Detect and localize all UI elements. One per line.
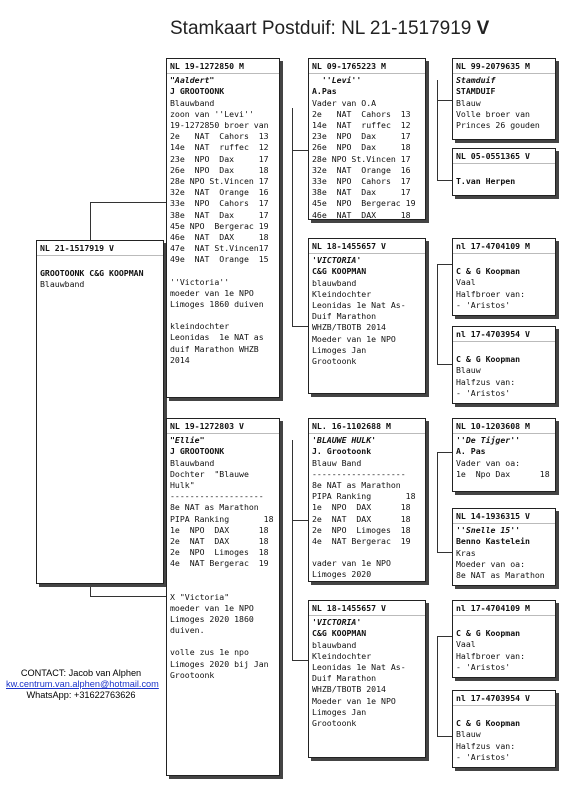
card-line: Duif Marathon (312, 673, 377, 684)
ring-number: NL 14-1936315 V (453, 511, 555, 524)
card-line: WHZB/TBOTB 2014 (312, 684, 386, 695)
card-line (456, 165, 552, 176)
card-line: Moeder van 1e NPO (312, 333, 396, 344)
card-line: Moeder van oa: (456, 558, 526, 569)
card-line: PIPA Ranking 18 (170, 513, 274, 524)
card-line: 2e NAT DAX 18 (312, 513, 411, 524)
card-line: A.Pas (312, 86, 337, 97)
ggm-card-mfm (452, 508, 556, 586)
connector-line (437, 452, 438, 552)
ggm-card-ffm (452, 148, 556, 196)
connector-line (90, 202, 166, 203)
father-card (166, 58, 280, 398)
card-line: PIPA Ranking 18 (312, 491, 416, 502)
card-line: Halfbroer van: (456, 288, 526, 299)
card-line: Halfbroer van: (456, 650, 526, 661)
card-line: 4e NAT Bergerac 19 (170, 558, 269, 569)
ring-number: NL 19-1272803 V (167, 421, 279, 434)
card-line: 2e NPO Limoges 18 (170, 547, 269, 558)
card-line: Vader van oa: (456, 457, 521, 468)
card-line: Benno Kastelein (456, 536, 530, 547)
card-line (456, 617, 552, 628)
card-line: Vaal (456, 277, 476, 288)
card-line: Limoges 2020 (312, 569, 372, 580)
title-sex-mark: V (476, 18, 490, 39)
card-line: C&G KOOPMAN (312, 628, 367, 639)
ring-number: NL 19-1272850 M (167, 61, 279, 74)
card-line: Duif Marathon (312, 311, 377, 322)
connector-line (292, 520, 308, 521)
card-line: 19-1272850 broer van (170, 120, 269, 131)
card-line: 23e NPO Dax 17 (312, 131, 411, 142)
card-line: 28e NPO St.Vincen 17 (170, 176, 269, 187)
card-line (456, 707, 552, 718)
card-line (170, 636, 276, 647)
connector-line (437, 100, 452, 101)
connector-line (292, 440, 293, 660)
card-line: 26e NPO Dax 18 (170, 164, 269, 175)
card-line: 47e NAT St.Vincen17 (170, 243, 269, 254)
card-line: Grootoonk (170, 669, 215, 680)
main-color: Blauwband (40, 279, 85, 290)
card-line: 'VICTORIA' (312, 255, 362, 266)
card-line: 2e NAT Cahors 13 (312, 108, 411, 119)
card-line: 45e NPO Bergerac 19 (312, 198, 416, 209)
card-line: 46e NAT DAX 18 (170, 232, 269, 243)
card-line: Kleindochter (312, 288, 372, 299)
card-line: 33e NPO Cahors 17 (312, 176, 411, 187)
card-line: blauwband (312, 277, 357, 288)
card-line: Limoges 2020 bij Jan (170, 658, 269, 669)
card-line: ''Snelle 15'' (456, 525, 521, 536)
connector-line (437, 264, 452, 265)
card-line: 28e NPO St.Vincen 17 (312, 153, 411, 164)
card-line: - 'Aristos' (456, 387, 511, 398)
card-line: A. Pas (456, 446, 486, 457)
card-line: 4e NAT Bergerac 19 (312, 536, 411, 547)
ring-number: NL 09-1765223 M (309, 61, 425, 74)
card-line: Grootoonk (312, 356, 357, 367)
ring-number: NL. 16-1102688 M (309, 421, 425, 434)
page-title (170, 18, 489, 40)
connector-line (437, 452, 452, 453)
card-line: Blauw Band (312, 457, 362, 468)
paternal-grandfather-card (308, 58, 426, 220)
card-line: blauwband (312, 639, 357, 650)
card-line: ''Victoria'' (170, 276, 230, 287)
connector-line (437, 736, 452, 737)
card-line (170, 310, 276, 321)
card-line: Stamduif (456, 75, 496, 86)
card-line: 1e Npo Dax 18 (456, 468, 550, 479)
card-line: 33e NPO Cahors 17 (170, 198, 269, 209)
card-line: Dochter "Blauwe (170, 468, 249, 479)
card-line (456, 255, 552, 266)
card-line: Hulk" (170, 480, 195, 491)
paternal-grandmother-card (308, 238, 426, 394)
card-line: Princes 26 gouden (456, 120, 540, 131)
card-line: "Aaldert" (170, 75, 215, 86)
card-line: 'VICTORIA' (312, 617, 362, 628)
card-line: Leonidas 1e Nat As- (312, 300, 406, 311)
maternal-grandmother-card (308, 600, 426, 758)
card-line: Limoges 1860 duiven (170, 299, 264, 310)
card-line: moeder van 1e NPO (170, 602, 254, 613)
card-line: C&G KOOPMAN (312, 266, 367, 277)
card-line: 38e NAT Dax 17 (170, 209, 269, 220)
card-line: - 'Aristos' (456, 751, 511, 762)
card-line: Volle broer van (456, 108, 530, 119)
card-line (456, 343, 552, 354)
card-line: 26e NPO Dax 18 (312, 142, 411, 153)
ggf-card-fmf (452, 238, 556, 316)
connector-line (292, 150, 308, 151)
card-line: ''De Tijger'' (456, 435, 521, 446)
card-line: T.van Herpen (456, 176, 516, 187)
connector-line (437, 80, 438, 180)
card-line: Vaal (456, 639, 476, 650)
card-line: Blauw (456, 729, 481, 740)
card-line (312, 547, 422, 558)
card-line: Limoges 2020 1860 (170, 614, 254, 625)
card-line: 38e NAT Dax 17 (312, 187, 411, 198)
card-line: 49e NAT Orange 15 (170, 254, 269, 265)
card-line: 8e NAT as Marathon (170, 502, 259, 513)
contact-block (6, 668, 159, 701)
card-line: 32e NAT Orange 16 (312, 164, 411, 175)
title-text: Stamkaart Postduif: NL 21-1517919 (170, 18, 472, 39)
card-line: 8e NAT as Marathon (312, 480, 401, 491)
connector-line (90, 596, 166, 597)
card-line: Blauw (456, 365, 481, 376)
card-line: volle zus 1e npo (170, 647, 249, 658)
ring-number: nl 17-4704109 M (453, 241, 555, 254)
card-line: duif Marathon WHZB (170, 343, 259, 354)
card-line: X "Victoria" (170, 591, 230, 602)
card-line (170, 570, 276, 581)
card-line: Leonidas 1e Nat As- (312, 662, 406, 673)
card-line: Limoges Jan (312, 706, 367, 717)
card-line: WHZB/TBOTB 2014 (312, 322, 386, 333)
card-line: Blauwband (170, 457, 215, 468)
card-line: 14e NAT ruffec 12 (312, 120, 411, 131)
contact-email-link[interactable]: kw.centrum.van.alphen@hotmail.com (6, 679, 159, 689)
card-line: 32e NAT Orange 16 (170, 187, 269, 198)
card-line: Halfzus van: (456, 740, 516, 751)
card-line: 1e NPO DAX 18 (170, 524, 269, 535)
connector-line (437, 264, 438, 364)
ggm-card-mmm (452, 690, 556, 768)
card-line: J GROOTOONK (170, 86, 225, 97)
ggf-card-fff (452, 58, 556, 140)
ring-number: nl 17-4703954 V (453, 693, 555, 706)
card-line: 1e NPO DAX 18 (312, 502, 411, 513)
card-line: ------------------- (312, 468, 406, 479)
ring-number: NL 05-0551365 V (453, 151, 555, 164)
card-line: Vader van O.A (312, 97, 377, 108)
card-line: - 'Aristos' (456, 661, 511, 672)
card-line: Halfzus van: (456, 376, 516, 387)
contact-name: CONTACT: Jacob van Alphen (20, 668, 142, 678)
ring-number: NL 18-1455657 V (309, 603, 425, 616)
connector-line (292, 108, 293, 326)
connector-line (292, 326, 308, 327)
card-line: 46e NAT DAX 18 (312, 209, 411, 220)
ggf-card-mff (452, 418, 556, 492)
card-line: Kras (456, 547, 476, 558)
card-line: 'BLAUWE HULK' (312, 435, 377, 446)
card-line: Limoges Jan (312, 344, 367, 355)
card-line: "Ellie" (170, 435, 205, 446)
connector-line (437, 636, 452, 637)
ring-number: NL 18-1455657 V (309, 241, 425, 254)
mother-card (166, 418, 280, 776)
card-line: Leonidas 1e NAT as (170, 332, 264, 343)
card-line: duiven. (170, 625, 205, 636)
card-line: Blauwband (170, 97, 215, 108)
ggf-card-mmf (452, 600, 556, 678)
ring-number: NL 99-2079635 M (453, 61, 555, 74)
connector-line (437, 364, 452, 365)
card-line: Moeder van 1e NPO (312, 695, 396, 706)
card-line: zoon van ''Levi'' (170, 108, 254, 119)
connector-line (437, 636, 438, 736)
card-line: STAMDUIF (456, 86, 496, 97)
card-line: C & G Koopman (456, 266, 521, 277)
card-line: 2e NPO Limoges 18 (312, 524, 411, 535)
card-line: Kleindochter (312, 650, 372, 661)
card-line: 14e NAT ruffec 12 (170, 142, 269, 153)
card-line: C & G Koopman (456, 628, 521, 639)
card-line: 2e NAT DAX 18 (170, 536, 269, 547)
card-line: ''Levi'' (312, 75, 362, 86)
card-line (170, 581, 276, 592)
card-line: Blauw (456, 97, 481, 108)
card-line: 2e NAT Cahors 13 (170, 131, 269, 142)
ring-number: nl 17-4703954 V (453, 329, 555, 342)
main-breeder: GROOTOONK C&G KOOPMAN (40, 268, 144, 279)
ggm-card-fmm (452, 326, 556, 404)
connector-line (292, 660, 308, 661)
connector-line (437, 180, 452, 181)
card-line: J. Grootoonk (312, 446, 372, 457)
main-pigeon-card (36, 240, 164, 584)
card-line: Grootoonk (312, 718, 357, 729)
card-line: J GROOTOONK (170, 446, 225, 457)
card-line: moeder van 1e NPO (170, 287, 254, 298)
ring-number: NL 10-1203608 M (453, 421, 555, 434)
card-line: vader van 1e NPO (312, 558, 391, 569)
card-line: C & G Koopman (456, 718, 521, 729)
contact-whatsapp: WhatsApp: +31622763626 (26, 690, 136, 700)
ring-number: nl 17-4704109 M (453, 603, 555, 616)
card-line: - 'Aristos' (456, 299, 511, 310)
maternal-grandfather-card (308, 418, 426, 582)
connector-line (437, 552, 452, 553)
card-line: C & G Koopman (456, 354, 521, 365)
main-ring-number: NL 21-1517919 V (37, 243, 163, 256)
card-line (170, 266, 276, 277)
card-line: kleindochter (170, 321, 230, 332)
card-line: 23e NPO Dax 17 (170, 153, 269, 164)
card-line: 2014 (170, 354, 190, 365)
card-line: 45e NPO Bergerac 19 (170, 220, 269, 231)
card-line: 8e NAT as Marathon (456, 570, 545, 581)
card-line: ------------------- (170, 491, 264, 502)
